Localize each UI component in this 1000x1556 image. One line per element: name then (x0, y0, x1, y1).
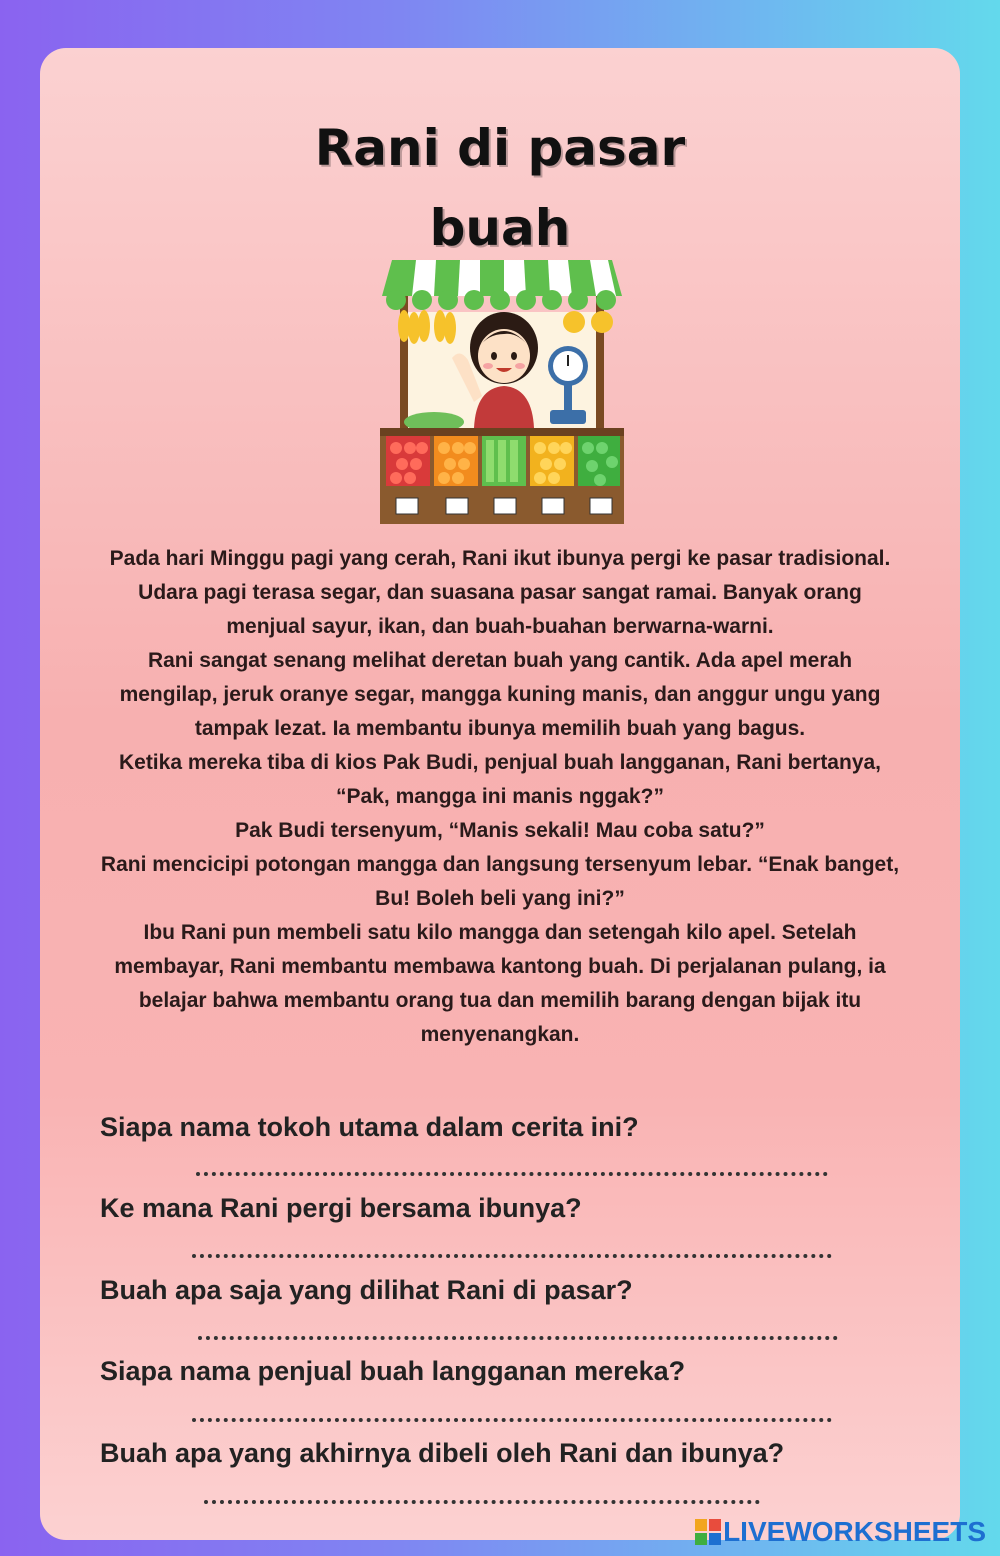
story-line: menjual sayur, ikan, dan buah-buahan berwarna-warni. (226, 615, 774, 638)
story-line: Bu! Boleh beli yang ini?” (375, 887, 625, 910)
question-5: Buah apa yang akhirnya dibeli oleh Rani dan ibunya? (100, 1438, 785, 1468)
story-line: tampak lezat. Ia membantu ibunya memilih buah yang bagus. (194, 717, 806, 740)
liveworksheets-label: LIVEWORKSHEETS (723, 1516, 986, 1547)
answer-field-5[interactable] (204, 1500, 760, 1504)
story-line: Ibu Rani pun membeli satu kilo mangga dan setengah kilo apel. Setelah (143, 921, 857, 944)
story-line: mengilap, jeruk oranye segar, mangga kuning manis, dan anggur ungu yang (119, 683, 881, 706)
story-line: Udara pagi terasa segar, dan suasana pasar sangat ramai. Banyak orang (138, 581, 862, 604)
answer-field-1[interactable] (196, 1172, 828, 1176)
title-line-1: Rani di pasar (314, 119, 686, 177)
question-4: Siapa nama penjual buah langganan mereka? (100, 1356, 686, 1386)
question-1: Siapa nama tokoh utama dalam cerita ini? (100, 1112, 639, 1142)
answer-field-3[interactable] (198, 1336, 838, 1340)
liveworksheets-brand[interactable] (695, 1516, 986, 1548)
page-title (0, 108, 1000, 268)
question-2: Ke mana Rani pergi bersama ibunya? (100, 1193, 582, 1223)
story-line: Rani mencicipi potongan mangga dan langsung tersenyum lebar. “Enak banget, (100, 853, 900, 876)
liveworksheets-logo-icon (695, 1519, 721, 1545)
story-line: membayar, Rani membantu membawa kantong buah. Di perjalanan pulang, ia (114, 955, 886, 978)
story-line: Rani sangat senang melihat deretan buah yang cantik. Ada apel merah (147, 649, 853, 672)
answer-field-2[interactable] (192, 1254, 832, 1258)
story-line: menyenangkan. (420, 1023, 580, 1046)
question-3: Buah apa saja yang dilihat Rani di pasar? (100, 1275, 633, 1305)
title-line-2: buah (429, 199, 571, 257)
story-line: belajar bahwa membantu orang tua dan memilih barang dengan bijak itu (138, 989, 862, 1012)
story-text (48, 542, 952, 1052)
story-line: Pak Budi tersenyum, “Manis sekali! Mau coba satu?” (235, 819, 765, 842)
answer-field-4[interactable] (192, 1418, 832, 1422)
story-line: Ketika mereka tiba di kios Pak Budi, penjual buah langganan, Rani bertanya, (118, 751, 882, 774)
fruit-stall-vendor-icon (378, 252, 626, 524)
story-line: “Pak, mangga ini manis nggak?” (336, 785, 664, 808)
story-line: Pada hari Minggu pagi yang cerah, Rani ikut ibunya pergi ke pasar tradisional. (109, 547, 891, 570)
